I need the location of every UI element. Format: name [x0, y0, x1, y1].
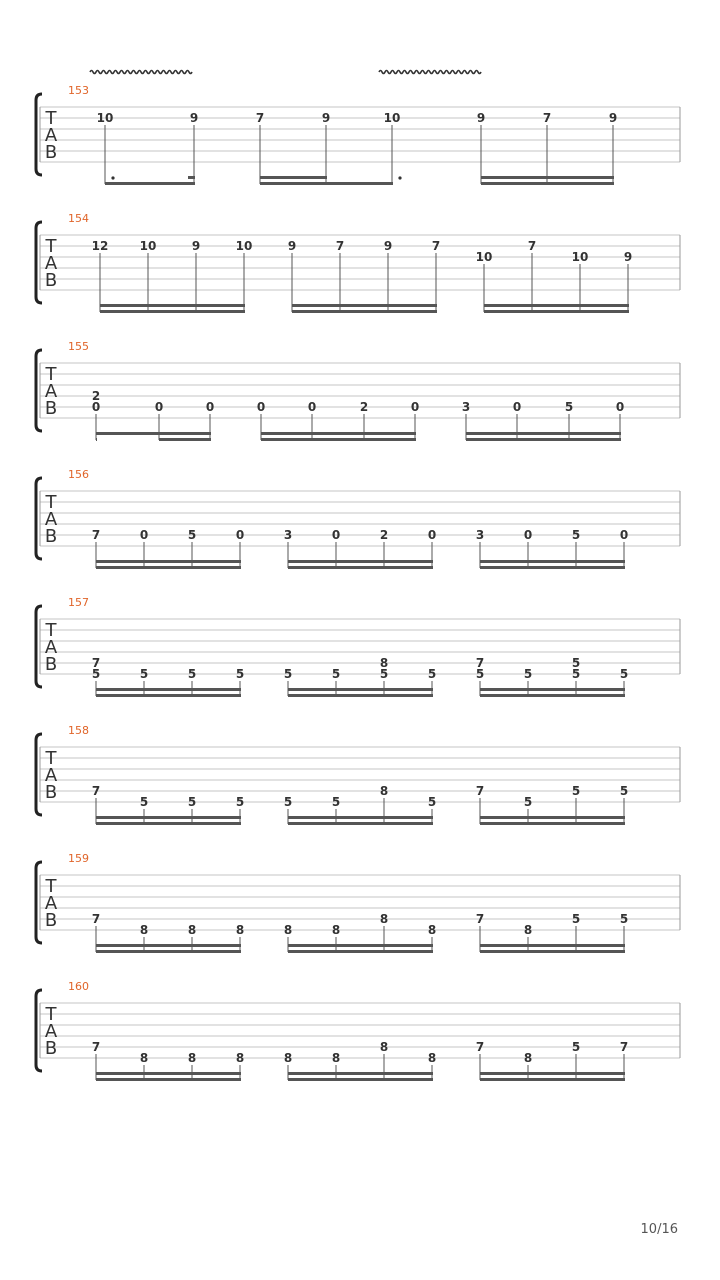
- fret-number: 0: [619, 528, 629, 542]
- fret-number: 8: [379, 1040, 389, 1054]
- tab-clef-letter: T: [45, 236, 57, 257]
- fret-number: 5: [619, 912, 629, 926]
- fret-number: 10: [475, 250, 493, 264]
- fret-number: 10: [139, 239, 157, 253]
- fret-number: 0: [410, 400, 420, 414]
- augmentation-dot: [111, 176, 114, 179]
- fret-number: 8: [235, 923, 245, 937]
- note-beam: [260, 182, 393, 185]
- fret-number: 0: [331, 528, 341, 542]
- fret-number: 5: [427, 795, 437, 809]
- system-bracket: [36, 350, 42, 431]
- fret-number: 2: [359, 400, 369, 414]
- fret-number: 5: [571, 528, 581, 542]
- fret-number: 5: [523, 795, 533, 809]
- note-beam-stub: [96, 438, 97, 441]
- fret-number: 5: [187, 795, 197, 809]
- fret-number: 5: [139, 667, 149, 681]
- fret-number: 7: [542, 111, 552, 125]
- fret-number: 5: [91, 667, 101, 681]
- fret-number: 8: [379, 656, 389, 670]
- fret-number: 10: [235, 239, 253, 253]
- tab-clef-letter: A: [44, 253, 58, 274]
- note-beam: [105, 182, 195, 185]
- fret-number: 7: [91, 528, 101, 542]
- note-beam-secondary: [288, 566, 433, 569]
- fret-number: 8: [139, 1051, 149, 1065]
- tab-clef-letter: T: [45, 748, 57, 769]
- tab-clef-letter: T: [45, 364, 57, 385]
- note-beam: [480, 1072, 625, 1075]
- fret-number: 8: [379, 784, 389, 798]
- measure-number: 154: [68, 212, 89, 225]
- fret-number: 9: [476, 111, 486, 125]
- note-beam: [480, 816, 625, 819]
- note-beam: [288, 944, 433, 947]
- measure-number: 155: [68, 340, 89, 353]
- fret-number: 10: [96, 111, 114, 125]
- fret-number: 5: [139, 795, 149, 809]
- note-beam: [288, 1072, 433, 1075]
- fret-number: 8: [187, 923, 197, 937]
- fret-number: 5: [331, 795, 341, 809]
- note-beam-secondary: [96, 566, 241, 569]
- augmentation-dot: [398, 176, 401, 179]
- note-beam-secondary: [466, 438, 621, 441]
- fret-number: 7: [335, 239, 345, 253]
- fret-number: 5: [235, 795, 245, 809]
- fret-number: 7: [527, 239, 537, 253]
- fret-number: 5: [283, 667, 293, 681]
- system-bracket: [36, 478, 42, 559]
- fret-number: 9: [287, 239, 297, 253]
- fret-number: 5: [427, 667, 437, 681]
- note-beam: [466, 432, 621, 435]
- fret-number: 9: [189, 111, 199, 125]
- note-beam: [96, 816, 241, 819]
- note-beam-secondary: [159, 438, 211, 441]
- note-beam-secondary: [480, 566, 625, 569]
- fret-number: 8: [331, 923, 341, 937]
- tab-clef-letter: B: [44, 526, 58, 547]
- tab-clef-letter: A: [44, 893, 58, 914]
- note-beam: [288, 816, 433, 819]
- fret-number: 5: [331, 667, 341, 681]
- tab-clef-letter: T: [45, 108, 57, 129]
- measure-number: 160: [68, 980, 89, 993]
- fret-number: 9: [321, 111, 331, 125]
- tab-clef-letter: B: [44, 142, 58, 163]
- tab-clef-letter: B: [44, 654, 58, 675]
- note-beam-secondary: [288, 822, 433, 825]
- system-bracket: [36, 222, 42, 303]
- fret-number: 7: [475, 656, 485, 670]
- note-beam: [292, 304, 437, 307]
- note-beam: [288, 688, 433, 691]
- fret-number: 3: [283, 528, 293, 542]
- note-beam: [481, 182, 614, 185]
- note-beam-secondary: [96, 1078, 241, 1081]
- fret-number: 9: [623, 250, 633, 264]
- fret-number: 8: [523, 923, 533, 937]
- fret-number: 0: [154, 400, 164, 414]
- fret-number: 7: [475, 784, 485, 798]
- fret-number: 5: [283, 795, 293, 809]
- fret-number: 8: [139, 923, 149, 937]
- fret-number: 0: [523, 528, 533, 542]
- vibrato-mark: [379, 71, 481, 74]
- note-beam-secondary: [288, 1078, 433, 1081]
- note-beam: [288, 560, 433, 563]
- note-beam: [480, 944, 625, 947]
- fret-number: 10: [571, 250, 589, 264]
- tab-clef-letter: T: [45, 876, 57, 897]
- note-beam: [484, 304, 629, 307]
- note-beam-secondary: [288, 950, 433, 953]
- fret-number: 0: [256, 400, 266, 414]
- fret-number: 7: [619, 1040, 629, 1054]
- note-beam-secondary: [292, 310, 437, 313]
- fret-number: 8: [283, 923, 293, 937]
- fret-number: 5: [475, 667, 485, 681]
- note-beam-secondary: [288, 694, 433, 697]
- fret-number: 7: [255, 111, 265, 125]
- system-bracket: [36, 990, 42, 1071]
- fret-number: 9: [191, 239, 201, 253]
- fret-number: 3: [461, 400, 471, 414]
- fret-number: 5: [571, 1040, 581, 1054]
- fret-number: 8: [379, 912, 389, 926]
- fret-number: 5: [619, 784, 629, 798]
- fret-number: 5: [571, 912, 581, 926]
- note-beam-secondary: [261, 438, 416, 441]
- fret-number: 5: [379, 667, 389, 681]
- note-beam-secondary: [480, 694, 625, 697]
- fret-number: 0: [307, 400, 317, 414]
- fret-number: 7: [475, 912, 485, 926]
- fret-number: 8: [235, 1051, 245, 1065]
- fret-number: 7: [475, 1040, 485, 1054]
- fret-number: 0: [91, 400, 101, 414]
- measure-number: 159: [68, 852, 89, 865]
- note-beam: [96, 1072, 241, 1075]
- fret-number: 10: [383, 111, 401, 125]
- fret-number: 7: [91, 1040, 101, 1054]
- fret-number: 8: [331, 1051, 341, 1065]
- fret-number: 5: [235, 667, 245, 681]
- fret-number: 7: [91, 912, 101, 926]
- tab-clef-letter: A: [44, 637, 58, 658]
- tab-clef-letter: B: [44, 1038, 58, 1059]
- tab-clef-letter: A: [44, 765, 58, 786]
- note-beam-secondary: [96, 822, 241, 825]
- note-beam: [480, 688, 625, 691]
- fret-number: 0: [139, 528, 149, 542]
- fret-number: 5: [571, 784, 581, 798]
- note-beam-secondary: [480, 822, 625, 825]
- note-beam-secondary: [480, 950, 625, 953]
- note-beam: [96, 560, 241, 563]
- note-beam: [480, 560, 625, 563]
- fret-number: 8: [283, 1051, 293, 1065]
- tab-clef-letter: B: [44, 782, 58, 803]
- note-beam-secondary: [481, 176, 614, 179]
- measure-number: 156: [68, 468, 89, 481]
- tab-clef-letter: B: [44, 910, 58, 931]
- fret-number: 8: [427, 923, 437, 937]
- fret-number: 5: [187, 667, 197, 681]
- measure-number: 157: [68, 596, 89, 609]
- measure-number: 158: [68, 724, 89, 737]
- fret-number: 5: [187, 528, 197, 542]
- fret-number: 9: [383, 239, 393, 253]
- tab-clef-letter: B: [44, 270, 58, 291]
- fret-number: 7: [91, 656, 101, 670]
- fret-number: 2: [91, 389, 101, 403]
- note-beam-secondary: [96, 950, 241, 953]
- fret-number: 7: [431, 239, 441, 253]
- note-beam-secondary: [188, 176, 195, 179]
- note-beam: [261, 432, 416, 435]
- tab-clef-letter: T: [45, 620, 57, 641]
- fret-number: 5: [619, 667, 629, 681]
- measure-number: 153: [68, 84, 89, 97]
- system-bracket: [36, 734, 42, 815]
- system-bracket: [36, 606, 42, 687]
- vibrato-mark: [90, 71, 192, 74]
- tab-clef-letter: A: [44, 381, 58, 402]
- page-number: 10/16: [640, 1222, 678, 1237]
- system-bracket: [36, 94, 42, 175]
- fret-number: 0: [427, 528, 437, 542]
- note-beam-secondary: [484, 310, 629, 313]
- fret-number: 2: [379, 528, 389, 542]
- fret-number: 9: [608, 111, 618, 125]
- tab-clef-letter: B: [44, 398, 58, 419]
- note-beam: [96, 944, 241, 947]
- fret-number: 5: [571, 667, 581, 681]
- note-beam-secondary: [100, 310, 245, 313]
- fret-number: 5: [523, 667, 533, 681]
- fret-number: 0: [512, 400, 522, 414]
- tab-clef-letter: T: [45, 492, 57, 513]
- fret-number: 3: [475, 528, 485, 542]
- system-bracket: [36, 862, 42, 943]
- note-beam-secondary: [480, 1078, 625, 1081]
- fret-number: 0: [205, 400, 215, 414]
- note-beam: [96, 688, 241, 691]
- tab-clef-letter: A: [44, 125, 58, 146]
- fret-number: 8: [427, 1051, 437, 1065]
- note-beam-secondary: [96, 694, 241, 697]
- tab-clef-letter: T: [45, 1004, 57, 1025]
- note-beam-secondary: [260, 176, 327, 179]
- fret-number: 0: [235, 528, 245, 542]
- tab-clef-letter: A: [44, 1021, 58, 1042]
- fret-number: 8: [523, 1051, 533, 1065]
- fret-number: 7: [91, 784, 101, 798]
- fret-number: 5: [571, 656, 581, 670]
- fret-number: 8: [187, 1051, 197, 1065]
- tab-clef-letter: A: [44, 509, 58, 530]
- note-beam: [100, 304, 245, 307]
- fret-number: 12: [91, 239, 109, 253]
- fret-number: 0: [615, 400, 625, 414]
- fret-number: 5: [564, 400, 574, 414]
- note-beam: [96, 432, 211, 435]
